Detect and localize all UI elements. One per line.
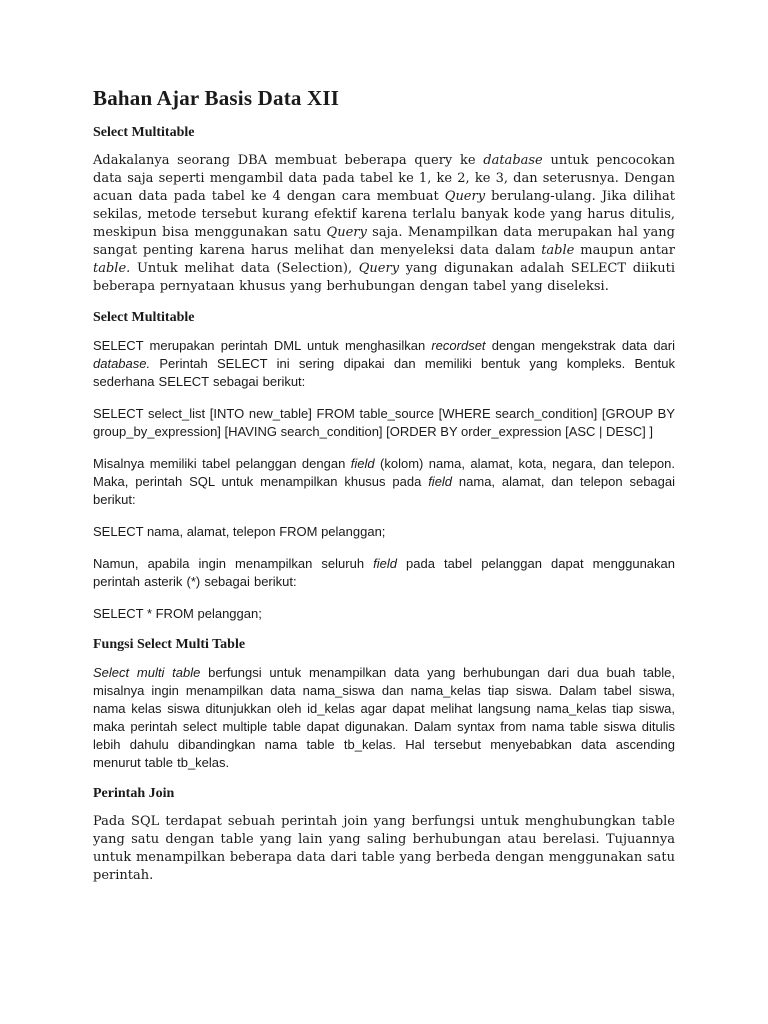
text-run: Misalnya memiliki tabel pelanggan dengan bbox=[93, 456, 351, 471]
text-run: berfungsi untuk menampilkan data yang berhubungan dari dua buah table, misalnya ingin menampilkan data nama_siswa dan nama_kelas tiap siswa. Dalam tabel siswa, nama kelas siswa ditunjukkan oleh id_kelas agar dapat melihat langsung nama_kelas tiap siswa, maka perintah select multiple table dapat digunakan. Dalam syntax from nama table siswa ditulis lebih dahulu dibandingkan nama table tb_kelas. Hal tersebut menyebabkan data ascending menurut table tb_kelas. bbox=[93, 665, 675, 770]
italic-term: recordset bbox=[431, 338, 486, 353]
section-heading-fungsi-select-multi-table: Fungsi Select Multi Table bbox=[93, 637, 246, 652]
text-run: SELECT merupakan perintah DML untuk menghasilkan bbox=[93, 338, 432, 353]
italic-term: database. bbox=[93, 356, 151, 371]
code-example-select-fields: SELECT nama, alamat, telepon FROM pelanggan; bbox=[93, 524, 386, 539]
text-run: saja. Menampilkan data merupakan hal yang sangat penting karena harus melihat dan menyeleksi data dalam bbox=[93, 225, 675, 258]
paragraph-asterisk bbox=[93, 555, 675, 591]
text-run: yang digunakan adalah SELECT diikuti beberapa pernyataan khusus yang berhubungan dengan tabel yang diseleksi. bbox=[93, 261, 675, 294]
paragraph-pelanggan-example bbox=[93, 455, 675, 509]
section-heading-select-multitable-1: Select Multitable bbox=[93, 125, 195, 140]
italic-term: table. bbox=[93, 261, 131, 276]
select-syntax: SELECT select_list [INTO new_table] FROM table_source [WHERE search_condition] [GROUP BY group_by_expression] [HAVING search_condition] [ORDER BY order_expression [ASC | DESC] ] bbox=[93, 406, 675, 439]
italic-term: field bbox=[373, 556, 397, 571]
code-example-select-all: SELECT * FROM pelanggan; bbox=[93, 606, 262, 621]
text-run: Namun, apabila ingin menampilkan seluruh bbox=[93, 556, 374, 571]
italic-term: Query bbox=[358, 261, 400, 276]
italic-term: table bbox=[541, 243, 575, 258]
text-run: dengan mengekstrak data dari bbox=[485, 338, 675, 353]
section-heading-select-multitable-2: Select Multitable bbox=[93, 310, 195, 325]
section-heading-perintah-join: Perintah Join bbox=[93, 786, 175, 801]
text-run: nama, alamat, dan telepon sebagai berikut: bbox=[93, 474, 676, 507]
italic-term: field bbox=[428, 474, 453, 489]
italic-term: Select multi table bbox=[93, 665, 201, 680]
italic-term: field bbox=[350, 456, 375, 471]
text-run: Untuk melihat data (Selection), bbox=[130, 261, 359, 276]
italic-term: Query bbox=[326, 225, 367, 240]
text-run: berulang-ulang. Jika dilihat sekilas, metode tersebut kurang efektif karena terlalu banyak kode yang harus ditulis, meskipun bisa menggunakan satu bbox=[93, 189, 675, 240]
text-run: Perintah SELECT ini sering dipakai dan memiliki bentuk yang kompleks. Bentuk sederhana SELECT sebagai berikut: bbox=[93, 356, 675, 389]
text-run: (kolom) nama, alamat, kota, negara, dan telepon. Maka, perintah SQL untuk menampilkan khusus pada bbox=[93, 456, 675, 489]
document-title: Bahan Ajar Basis Data XII bbox=[93, 86, 340, 110]
text-run: pada tabel pelanggan dapat menggunakan perintah asterik (*) sebagai berikut: bbox=[93, 556, 675, 589]
text-run: Adakalanya seorang DBA membuat beberapa query ke bbox=[93, 153, 484, 168]
paragraph-intro bbox=[93, 152, 675, 296]
paragraph-select-definition bbox=[93, 337, 675, 391]
paragraph-join: Pada SQL terdapat sebuah perintah join yang berfungsi untuk menghubungkan table yang satu dengan table yang lain yang saling berhubungan atau berelasi. Tujuannya untuk menampilkan beberapa data dari table yang berbeda dengan menggunakan satu perintah. bbox=[93, 814, 675, 883]
text-run: untuk pencocokan data saja seperti mengambil data pada tabel ke 1, ke 2, ke 3, dan seterusnya. Dengan acuan data pada tabel ke 4 dengan cara membuat bbox=[93, 153, 675, 204]
paragraph-fungsi bbox=[93, 664, 675, 772]
italic-term: Query bbox=[444, 189, 486, 204]
text-run: maupun antar bbox=[574, 243, 675, 258]
italic-term: database bbox=[483, 153, 543, 168]
